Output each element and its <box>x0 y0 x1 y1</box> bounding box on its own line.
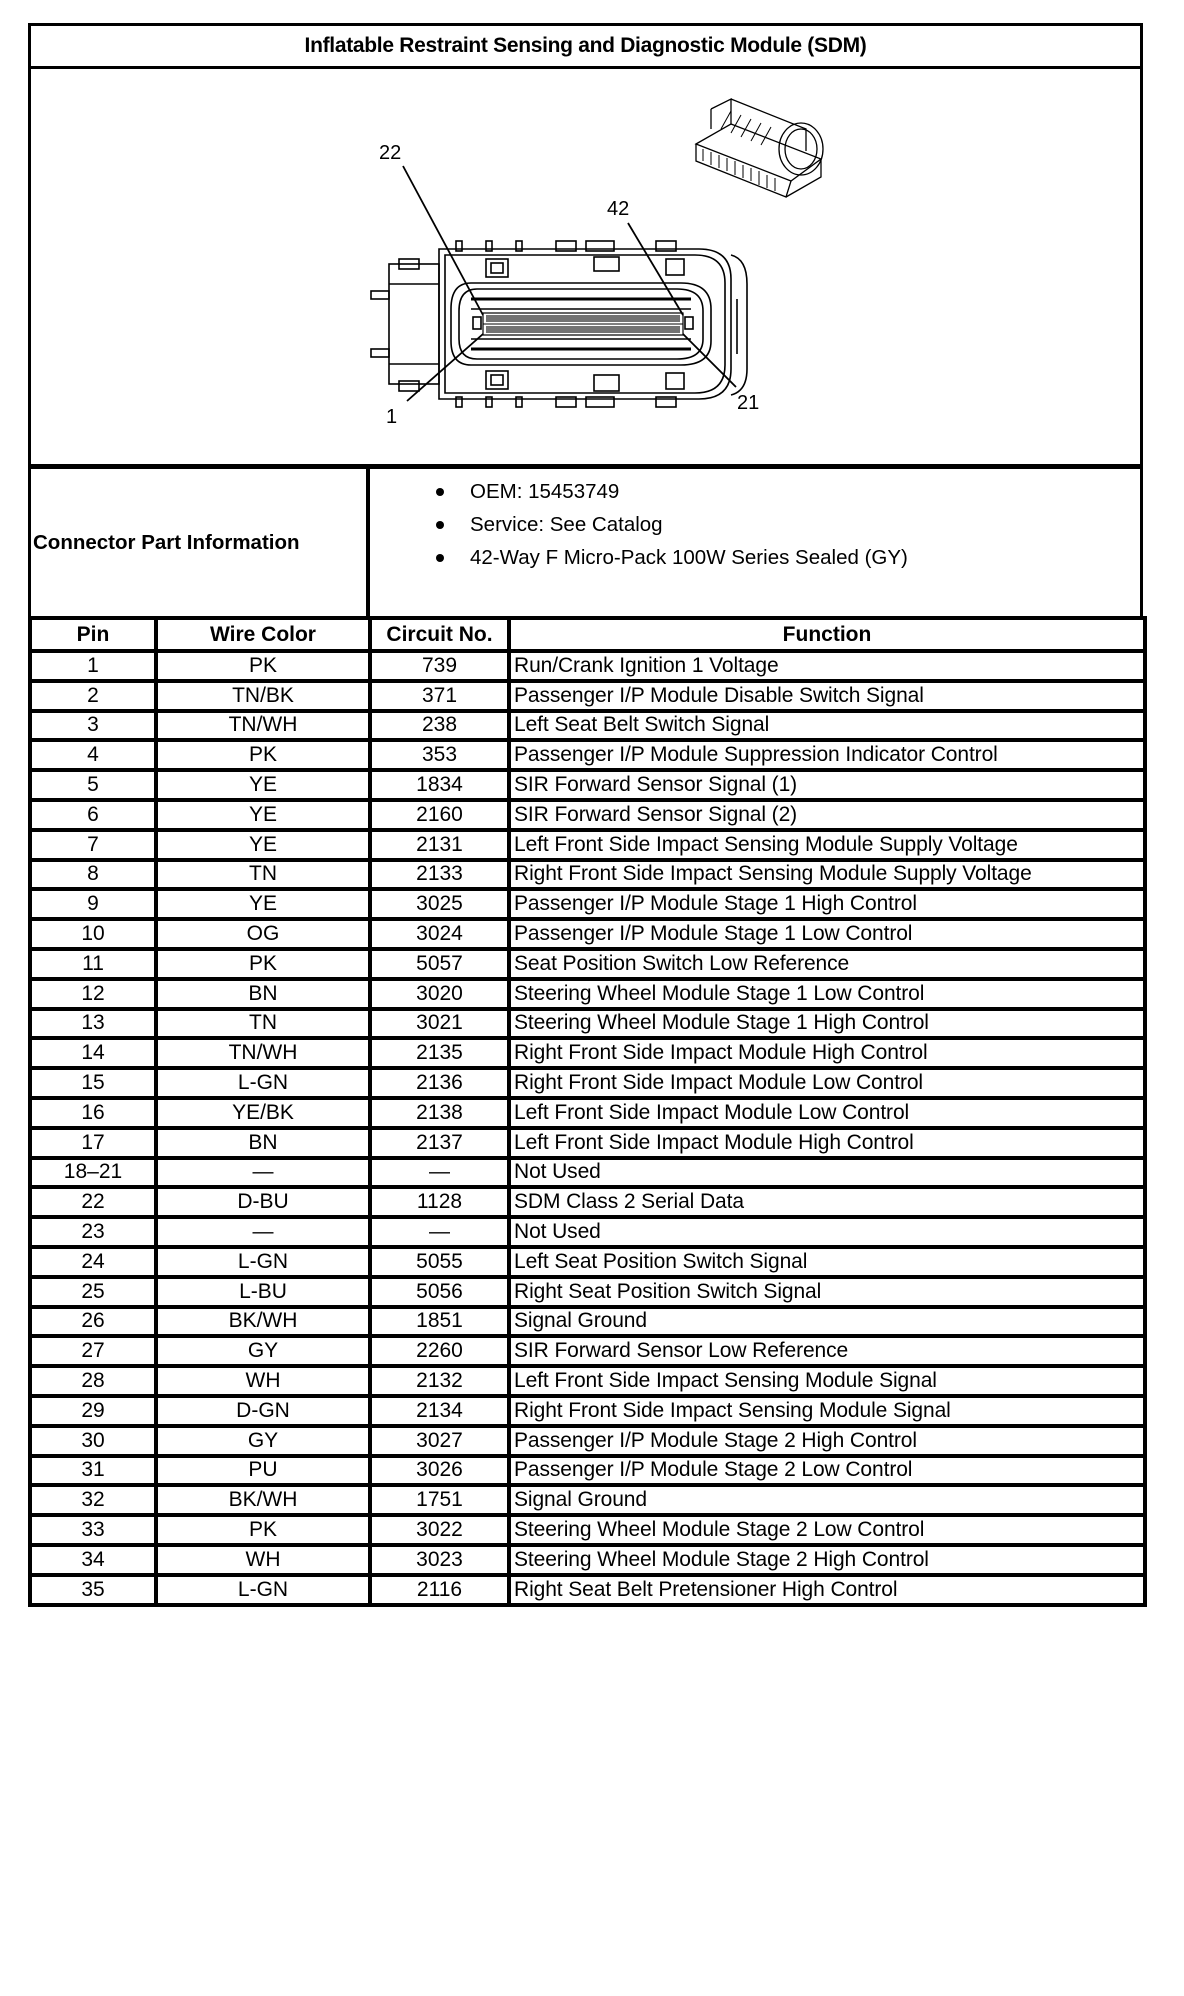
wire-color-cell: TN/WH <box>156 711 370 741</box>
pin-cell: 24 <box>30 1247 156 1277</box>
table-row <box>30 919 1145 949</box>
pinout-table <box>28 616 1147 1607</box>
wire-color-cell: YE <box>156 830 370 860</box>
wire-color-cell: YE <box>156 770 370 800</box>
wire-color-cell: GY <box>156 1336 370 1366</box>
title-row <box>28 23 1143 66</box>
circuit-no-cell: 739 <box>370 651 509 681</box>
table-row <box>30 681 1145 711</box>
pin-cell: 16 <box>30 1098 156 1128</box>
pin-cell: 9 <box>30 889 156 919</box>
circuit-no-cell: — <box>370 1158 509 1188</box>
pin-cell: 23 <box>30 1217 156 1247</box>
wire-color-cell: PU <box>156 1456 370 1486</box>
wire-color-cell: OG <box>156 919 370 949</box>
function-cell: Right Seat Position Switch Signal <box>509 1277 1145 1307</box>
pin-cell: 14 <box>30 1038 156 1068</box>
circuit-no-cell: 3021 <box>370 1009 509 1039</box>
pin-cell: 11 <box>30 949 156 979</box>
wire-color-cell: L-BU <box>156 1277 370 1307</box>
pin-cell: 28 <box>30 1366 156 1396</box>
table-row <box>30 1515 1145 1545</box>
table-row <box>30 1038 1145 1068</box>
page-title: Inflatable Restraint Sensing and Diagnostic Module (SDM) <box>304 34 867 57</box>
wire-color-cell: YE/BK <box>156 1098 370 1128</box>
circuit-no-cell: 3020 <box>370 979 509 1009</box>
pin-cell: 32 <box>30 1485 156 1515</box>
circuit-no-cell: 2133 <box>370 860 509 890</box>
header-pin: Pin <box>30 618 156 651</box>
circuit-no-cell: 2136 <box>370 1068 509 1098</box>
pin-cell: 10 <box>30 919 156 949</box>
circuit-no-cell: 2116 <box>370 1575 509 1605</box>
table-row <box>30 979 1145 1009</box>
table-row <box>30 830 1145 860</box>
function-cell: Signal Ground <box>509 1307 1145 1337</box>
table-row <box>30 860 1145 890</box>
connector-info-item: 42-Way F Micro-Pack 100W Series Sealed (GY) <box>370 541 1140 574</box>
pin-cell: 1 <box>30 651 156 681</box>
circuit-no-cell: 238 <box>370 711 509 741</box>
table-row <box>30 1009 1145 1039</box>
table-row <box>30 889 1145 919</box>
function-cell: Passenger I/P Module Suppression Indicator Control <box>509 740 1145 770</box>
wire-color-cell: L-GN <box>156 1575 370 1605</box>
pin-cell: 4 <box>30 740 156 770</box>
wire-color-cell: — <box>156 1158 370 1188</box>
table-row <box>30 1277 1145 1307</box>
connector-pinout-sheet <box>28 23 1143 1607</box>
function-cell: Right Front Side Impact Sensing Module Signal <box>509 1396 1145 1426</box>
table-row <box>30 1247 1145 1277</box>
function-cell: Left Seat Belt Switch Signal <box>509 711 1145 741</box>
function-cell: Steering Wheel Module Stage 1 Low Control <box>509 979 1145 1009</box>
function-cell: Steering Wheel Module Stage 2 High Control <box>509 1545 1145 1575</box>
function-cell: Right Front Side Impact Module High Control <box>509 1038 1145 1068</box>
pin-cell: 27 <box>30 1336 156 1366</box>
wire-color-cell: D-BU <box>156 1187 370 1217</box>
pin-label-42: 42 <box>607 198 630 220</box>
pin-cell: 18–21 <box>30 1158 156 1188</box>
function-cell: Right Seat Belt Pretensioner High Control <box>509 1575 1145 1605</box>
wire-color-cell: BN <box>156 979 370 1009</box>
header-wire-color: Wire Color <box>156 618 370 651</box>
circuit-no-cell: 2131 <box>370 830 509 860</box>
circuit-no-cell: 2160 <box>370 800 509 830</box>
pin-label-21: 21 <box>737 392 760 414</box>
wire-color-cell: — <box>156 1217 370 1247</box>
circuit-no-cell: 1834 <box>370 770 509 800</box>
function-cell: Right Front Side Impact Sensing Module Supply Voltage <box>509 860 1145 890</box>
header-function: Function <box>509 618 1145 651</box>
table-row <box>30 949 1145 979</box>
function-cell: SIR Forward Sensor Low Reference <box>509 1336 1145 1366</box>
wire-color-cell: BK/WH <box>156 1307 370 1337</box>
circuit-no-cell: 5056 <box>370 1277 509 1307</box>
function-cell: Right Front Side Impact Module Low Control <box>509 1068 1145 1098</box>
function-cell: Passenger I/P Module Stage 1 High Control <box>509 889 1145 919</box>
function-cell: Not Used <box>509 1217 1145 1247</box>
table-row <box>30 1426 1145 1456</box>
pin-cell: 33 <box>30 1515 156 1545</box>
table-row <box>30 1068 1145 1098</box>
function-cell: Left Front Side Impact Module High Control <box>509 1128 1145 1158</box>
wire-color-cell: PK <box>156 740 370 770</box>
table-row <box>30 1456 1145 1486</box>
wire-color-cell: TN/WH <box>156 1038 370 1068</box>
isometric-connector-icon <box>696 99 823 197</box>
pin-cell: 7 <box>30 830 156 860</box>
wire-color-cell: TN <box>156 860 370 890</box>
pin-cell: 30 <box>30 1426 156 1456</box>
function-cell: Steering Wheel Module Stage 1 High Control <box>509 1009 1145 1039</box>
wire-color-cell: YE <box>156 800 370 830</box>
function-cell: SDM Class 2 Serial Data <box>509 1187 1145 1217</box>
pin-cell: 6 <box>30 800 156 830</box>
function-cell: Left Front Side Impact Sensing Module Supply Voltage <box>509 830 1145 860</box>
connector-diagram <box>28 66 1143 464</box>
table-row <box>30 711 1145 741</box>
circuit-no-cell: 5055 <box>370 1247 509 1277</box>
table-row <box>30 651 1145 681</box>
function-cell: Run/Crank Ignition 1 Voltage <box>509 651 1145 681</box>
connector-info-item: Service: See Catalog <box>370 508 1140 541</box>
table-row <box>30 1217 1145 1247</box>
table-row <box>30 1336 1145 1366</box>
table-row <box>30 740 1145 770</box>
connector-info-label: Connector Part Information <box>31 469 370 616</box>
table-row <box>30 1158 1145 1188</box>
function-cell: Passenger I/P Module Disable Switch Signal <box>509 681 1145 711</box>
bullet-icon <box>370 516 470 534</box>
table-row <box>30 1485 1145 1515</box>
wire-color-cell: BK/WH <box>156 1485 370 1515</box>
circuit-no-cell: 2134 <box>370 1396 509 1426</box>
pin-cell: 13 <box>30 1009 156 1039</box>
wire-color-cell: D-GN <box>156 1396 370 1426</box>
wire-color-cell: GY <box>156 1426 370 1456</box>
wire-color-cell: TN/BK <box>156 681 370 711</box>
connector-part-info <box>28 464 1143 616</box>
pin-label-1: 1 <box>386 406 398 428</box>
function-cell: Passenger I/P Module Stage 1 Low Control <box>509 919 1145 949</box>
pin-cell: 12 <box>30 979 156 1009</box>
function-cell: Not Used <box>509 1158 1145 1188</box>
function-cell: Left Front Side Impact Sensing Module Signal <box>509 1366 1145 1396</box>
table-row <box>30 1366 1145 1396</box>
pin-cell: 8 <box>30 860 156 890</box>
table-row <box>30 1128 1145 1158</box>
connector-face-illustration <box>31 69 1140 464</box>
function-cell: Passenger I/P Module Stage 2 Low Control <box>509 1456 1145 1486</box>
bullet-icon <box>370 549 470 567</box>
table-row <box>30 800 1145 830</box>
function-cell: Left Seat Position Switch Signal <box>509 1247 1145 1277</box>
wire-color-cell: PK <box>156 651 370 681</box>
circuit-no-cell: 3025 <box>370 889 509 919</box>
function-cell: Steering Wheel Module Stage 2 Low Control <box>509 1515 1145 1545</box>
circuit-no-cell: 371 <box>370 681 509 711</box>
circuit-no-cell: 3026 <box>370 1456 509 1486</box>
pin-cell: 35 <box>30 1575 156 1605</box>
wire-color-cell: PK <box>156 949 370 979</box>
circuit-no-cell: 3023 <box>370 1545 509 1575</box>
circuit-no-cell: 1751 <box>370 1485 509 1515</box>
circuit-no-cell: 2137 <box>370 1128 509 1158</box>
pin-cell: 17 <box>30 1128 156 1158</box>
table-row <box>30 1307 1145 1337</box>
pin-cell: 26 <box>30 1307 156 1337</box>
circuit-no-cell: 1851 <box>370 1307 509 1337</box>
wire-color-cell: YE <box>156 889 370 919</box>
circuit-no-cell: 1128 <box>370 1187 509 1217</box>
table-header-row <box>30 618 1145 651</box>
circuit-no-cell: 2138 <box>370 1098 509 1128</box>
pin-cell: 25 <box>30 1277 156 1307</box>
header-circuit-no: Circuit No. <box>370 618 509 651</box>
connector-info-item: OEM: 15453749 <box>370 475 1140 508</box>
function-cell: SIR Forward Sensor Signal (1) <box>509 770 1145 800</box>
table-row <box>30 1575 1145 1605</box>
wire-color-cell: WH <box>156 1545 370 1575</box>
pin-cell: 15 <box>30 1068 156 1098</box>
table-row <box>30 770 1145 800</box>
pin-cell: 31 <box>30 1456 156 1486</box>
circuit-no-cell: 3022 <box>370 1515 509 1545</box>
connector-info-list <box>370 469 1140 616</box>
table-row <box>30 1545 1145 1575</box>
pin-cell: 29 <box>30 1396 156 1426</box>
table-row <box>30 1098 1145 1128</box>
circuit-no-cell: 3027 <box>370 1426 509 1456</box>
wire-color-cell: PK <box>156 1515 370 1545</box>
circuit-no-cell: 2260 <box>370 1336 509 1366</box>
pin-cell: 2 <box>30 681 156 711</box>
pin-cell: 22 <box>30 1187 156 1217</box>
pin-cell: 5 <box>30 770 156 800</box>
function-cell: Seat Position Switch Low Reference <box>509 949 1145 979</box>
pin-label-22: 22 <box>379 142 402 164</box>
table-row <box>30 1396 1145 1426</box>
wire-color-cell: BN <box>156 1128 370 1158</box>
circuit-no-cell: — <box>370 1217 509 1247</box>
pin-cell: 34 <box>30 1545 156 1575</box>
function-cell: Signal Ground <box>509 1485 1145 1515</box>
pinout-table-body <box>30 651 1145 1605</box>
function-cell: SIR Forward Sensor Signal (2) <box>509 800 1145 830</box>
bullet-icon <box>370 483 470 501</box>
circuit-no-cell: 3024 <box>370 919 509 949</box>
function-cell: Left Front Side Impact Module Low Control <box>509 1098 1145 1128</box>
function-cell: Passenger I/P Module Stage 2 High Control <box>509 1426 1145 1456</box>
wire-color-cell: WH <box>156 1366 370 1396</box>
wire-color-cell: TN <box>156 1009 370 1039</box>
table-row <box>30 1187 1145 1217</box>
circuit-no-cell: 5057 <box>370 949 509 979</box>
wire-color-cell: L-GN <box>156 1068 370 1098</box>
circuit-no-cell: 2132 <box>370 1366 509 1396</box>
circuit-no-cell: 2135 <box>370 1038 509 1068</box>
circuit-no-cell: 353 <box>370 740 509 770</box>
wire-color-cell: L-GN <box>156 1247 370 1277</box>
pin-cell: 3 <box>30 711 156 741</box>
